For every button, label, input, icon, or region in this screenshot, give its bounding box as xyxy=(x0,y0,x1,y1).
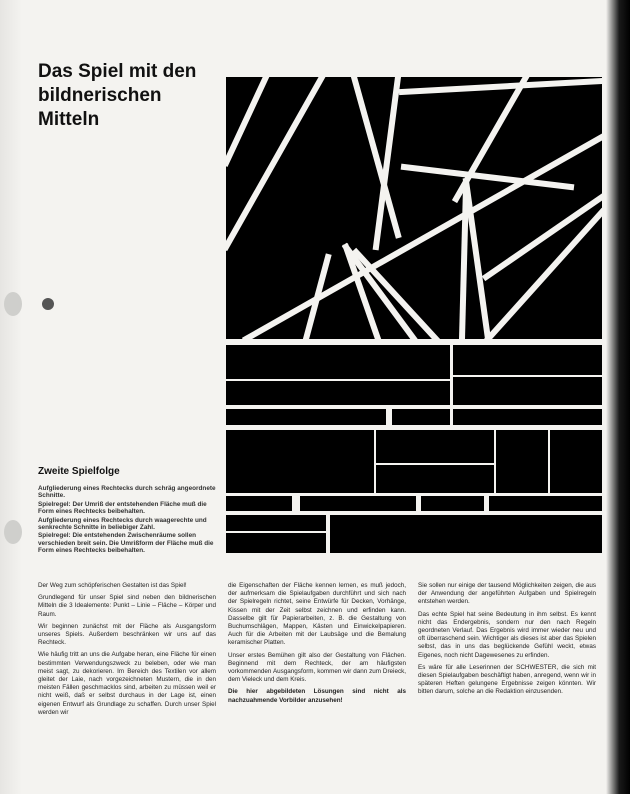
punch-hole-icon xyxy=(4,520,22,544)
bullet-dot xyxy=(42,298,54,310)
section-subhead: Zweite Spielfolge xyxy=(38,466,120,477)
paragraph: Wie häufig tritt an uns die Aufgabe heran, eine Fläche für einen bestimmten Verwendungszweck zu beleben, oder wie man meist sagt, zu dekorieren. Im Bereich des Textilen vor allem gleitet der Laie, nach vorgezeichneten Mustern, die in den meisten Fällen geschmacklos sind, arbeiten zu müssen weil er nicht weiß, daß er selbst durchaus in der Lage ist, einen eigenen Entwurf als Grundlage zu schaffen. Durch unser Spiel werden wir xyxy=(38,651,216,716)
orthogonal-division-artwork xyxy=(226,345,602,553)
text-column-1 xyxy=(38,582,216,721)
paragraph: die Eigenschaften der Fläche kennen lernen, es muß jedoch, der aufmerksam die Spielaufgaben durchführt und sich nach der Spielregeln richtet, seine Entwürfe für Decken, Vorhänge, Kissen mit der Zeit selbst zeichnen und erfinden kann. Dasselbe gilt für Papierarbeiten, z. B. die Gestaltung von Buchumschlägen, Mappen, Kästen und Einwickelpapieren. Auch für die Arbeiten mit der Laubsäge und die Bemalung keramischer Platten. xyxy=(228,582,406,647)
text-column-3 xyxy=(418,582,596,701)
punch-hole-icon xyxy=(4,292,22,316)
paragraph: Wir beginnen zunächst mit der Fläche als Ausgangsform unseres Spiels. Außerdem beschränken wir uns auf das Rechteck. xyxy=(38,622,216,647)
scan-shadow-left xyxy=(0,0,22,794)
paragraph: Unser erstes Bemühen gilt also der Gestaltung von Flächen. Beginnend mit dem Rechteck, der am häufigsten vorkommenden Ausgangsform, kommen wir dann zum Dreieck, dem Vieleck und dem Kreis. xyxy=(228,651,406,684)
page-title: Das Spiel mit den bildnerischen Mitteln xyxy=(38,61,197,130)
paragraph-emphasis: Die hier abgebildeten Lösungen sind nicht als nachzuahmende Vorbilder anzusehen! xyxy=(228,688,406,704)
paragraph: Es wäre für alle Leserinnen der SCHWESTER, die sich mit diesen Spielaufgaben beschäftigt haben, anregend, wenn wir in späteren Heften gelungene Ergebnisse zeigen könnten. Wir bitten darum, solche an die Redaktion einzusenden. xyxy=(418,663,596,696)
caption-line: Spielregel: Die entstehenden Zwischenräume sollen verschieden breit sein. Die Umrißform der Fläche muß die Form eines Rechtecks beibehalten. xyxy=(38,532,214,555)
caption-line: Spielregel: Der Umriß der entstehenden Fläche muß die Form eines Rechtecks beibehalten. xyxy=(38,500,207,516)
caption-line: Aufgliederung eines Rechtecks durch waagerechte und senkrechte Schnitte in beliebiger Zahl. xyxy=(38,516,207,532)
diagonal-division-artwork xyxy=(226,77,602,339)
text-column-2 xyxy=(228,582,406,709)
paragraph: Sie sollen nur einige der tausend Möglichkeiten zeigen, die aus der Anwendung der angeführten Aufgaben und Spielregeln entstehen werden. xyxy=(418,582,596,606)
paragraph: Das echte Spiel hat seine Bedeutung in ihm selbst. Es kennt nicht das Endergebnis, sondern nur den nach Regeln geordneten Verlauf. Das Ergebnis wird immer wieder neu und oft überraschend sein. Wichtiger als dieses ist aber das Spielen selbst, das in uns das beglückende Gefühl weckt, etwas Eigenes, noch nicht Dagewesenes zu erfinden. xyxy=(418,610,596,659)
binding-edge-right xyxy=(606,0,630,794)
caption-line: Aufgliederung eines Rechtecks durch schräg angeordnete Schnitte. xyxy=(38,485,216,500)
artwork-captions xyxy=(38,485,220,556)
paragraph: Der Weg zum schöpferischen Gestalten ist das Spiel! xyxy=(38,582,187,589)
paragraph: Grundlegend für unser Spiel sind neben den bildnerischen Mitteln die 3 Idealemente: Punkt – Linie – Fläche – Körper und Raum. xyxy=(38,594,216,618)
